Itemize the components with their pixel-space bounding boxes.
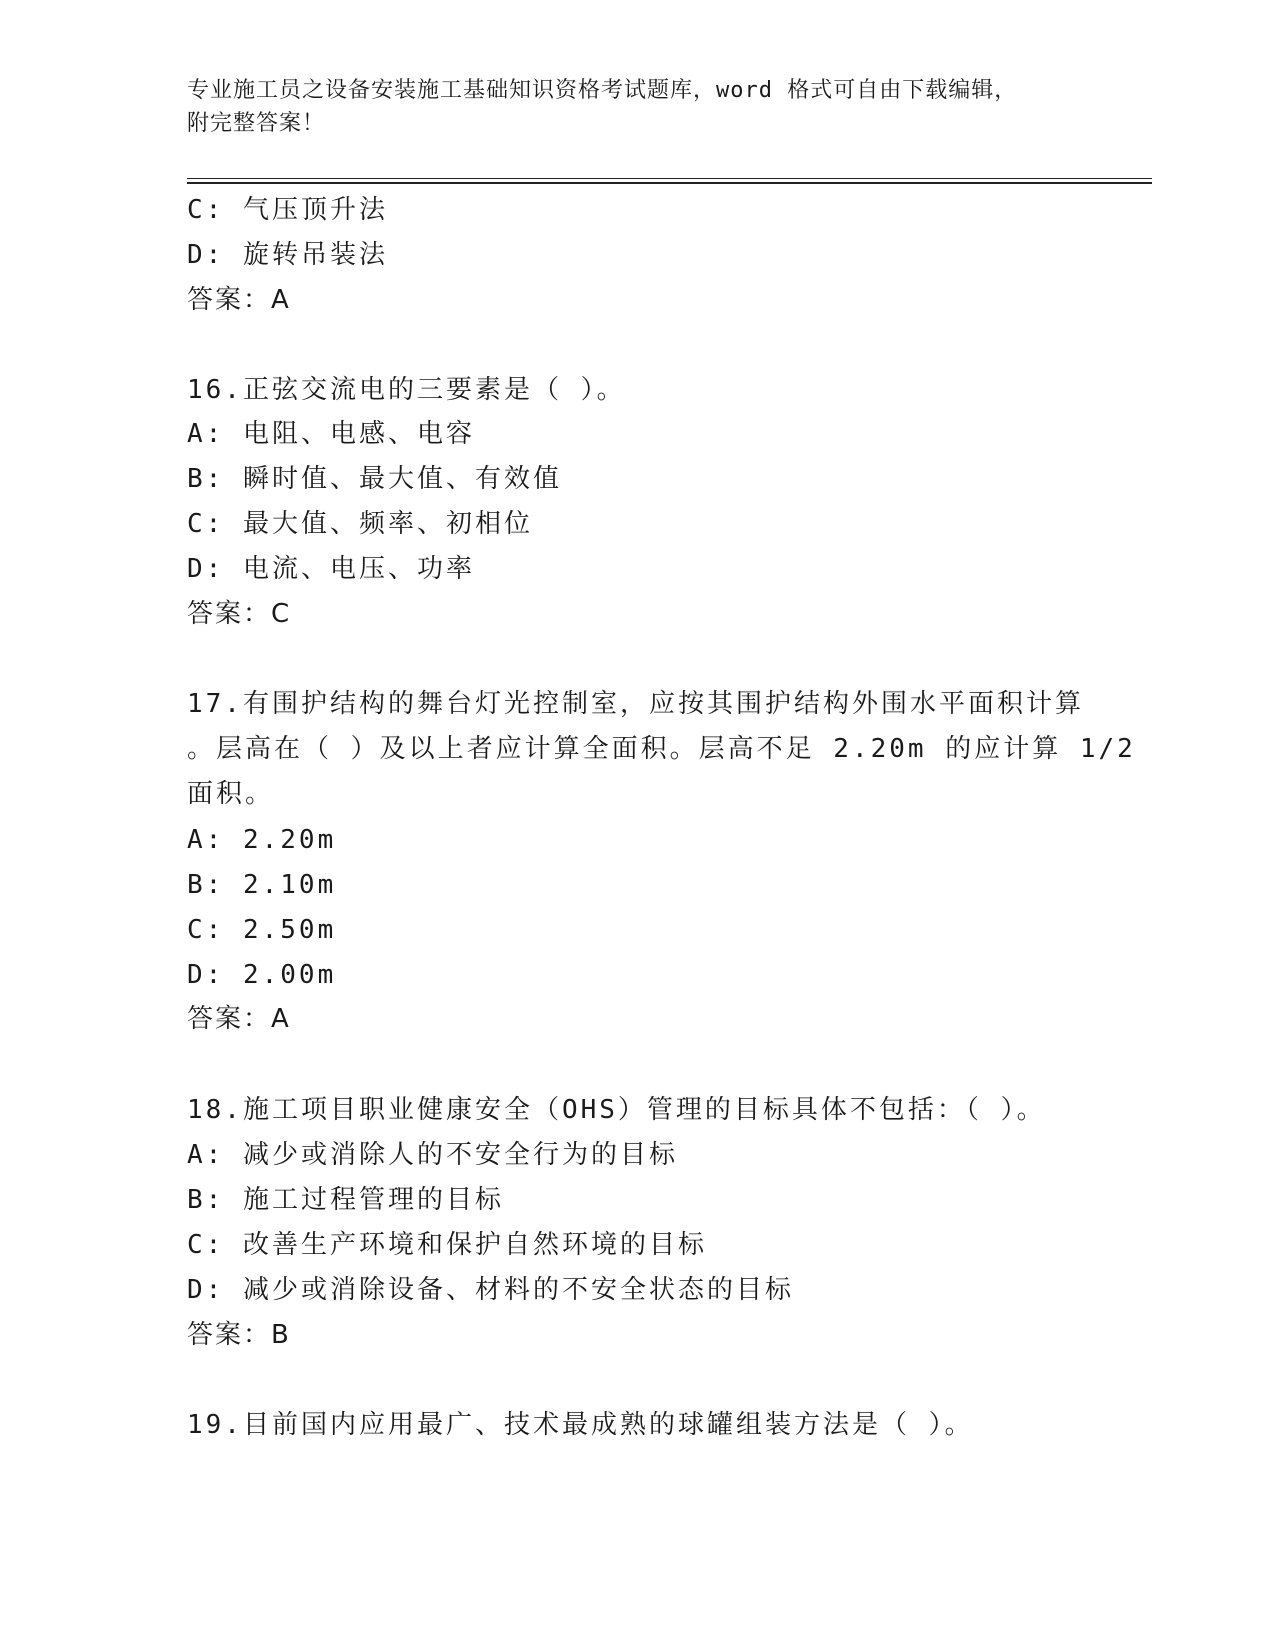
question-16-stem: 16.正弦交流电的三要素是（ ）。 — [187, 375, 626, 405]
answer: 答案：C — [187, 599, 292, 629]
question-19-stem: 19.目前国内应用最广、技术最成熟的球罐组装方法是（ ）。 — [187, 1410, 974, 1440]
header-divider-thin — [187, 178, 1152, 179]
header-divider-thick — [187, 182, 1152, 184]
answer: 答案：A — [187, 1004, 291, 1034]
option-a: A: 2.20m — [187, 825, 337, 855]
header-line-1: 专业施工员之设备安装施工基础知识资格考试题库，word 格式可自由下载编辑， — [187, 78, 1018, 103]
option-d: D: 减少或消除设备、材料的不安全状态的目标 — [187, 1275, 794, 1305]
option-a: A: 减少或消除人的不安全行为的目标 — [187, 1140, 678, 1170]
option-d: D: 2.00m — [187, 960, 337, 990]
option-c: C: 改善生产环境和保护自然环境的目标 — [187, 1230, 707, 1260]
question-18-stem: 18.施工项目职业健康安全（OHS）管理的目标具体不包括：（ ）。 — [187, 1095, 1046, 1125]
option-c: C: 气压顶升法 — [187, 195, 388, 225]
option-b: B: 2.10m — [187, 870, 337, 900]
option-c: C: 最大值、频率、初相位 — [187, 509, 533, 539]
question-17-stem-line-3: 面积。 — [187, 779, 275, 809]
option-d: D: 旋转吊装法 — [187, 240, 388, 270]
answer: 答案：B — [187, 1320, 291, 1350]
option-b: B: 瞬时值、最大值、有效值 — [187, 464, 562, 494]
answer: 答案：A — [187, 285, 291, 315]
question-17-stem-line-1: 17.有围护结构的舞台灯光控制室，应按其围护结构外围水平面积计算 — [187, 689, 1084, 719]
document-header — [187, 74, 1067, 140]
header-line-2: 附完整答案！ — [187, 111, 326, 136]
option-a: A: 电阻、电感、电容 — [187, 419, 475, 449]
option-b: B: 施工过程管理的目标 — [187, 1185, 504, 1215]
option-d: D: 电流、电压、功率 — [187, 554, 475, 584]
option-c: C: 2.50m — [187, 915, 337, 945]
question-17-stem-line-2: 。层高在（ ）及以上者应计算全面积。层高不足 2.20m 的应计算 1/2 — [187, 734, 1136, 764]
